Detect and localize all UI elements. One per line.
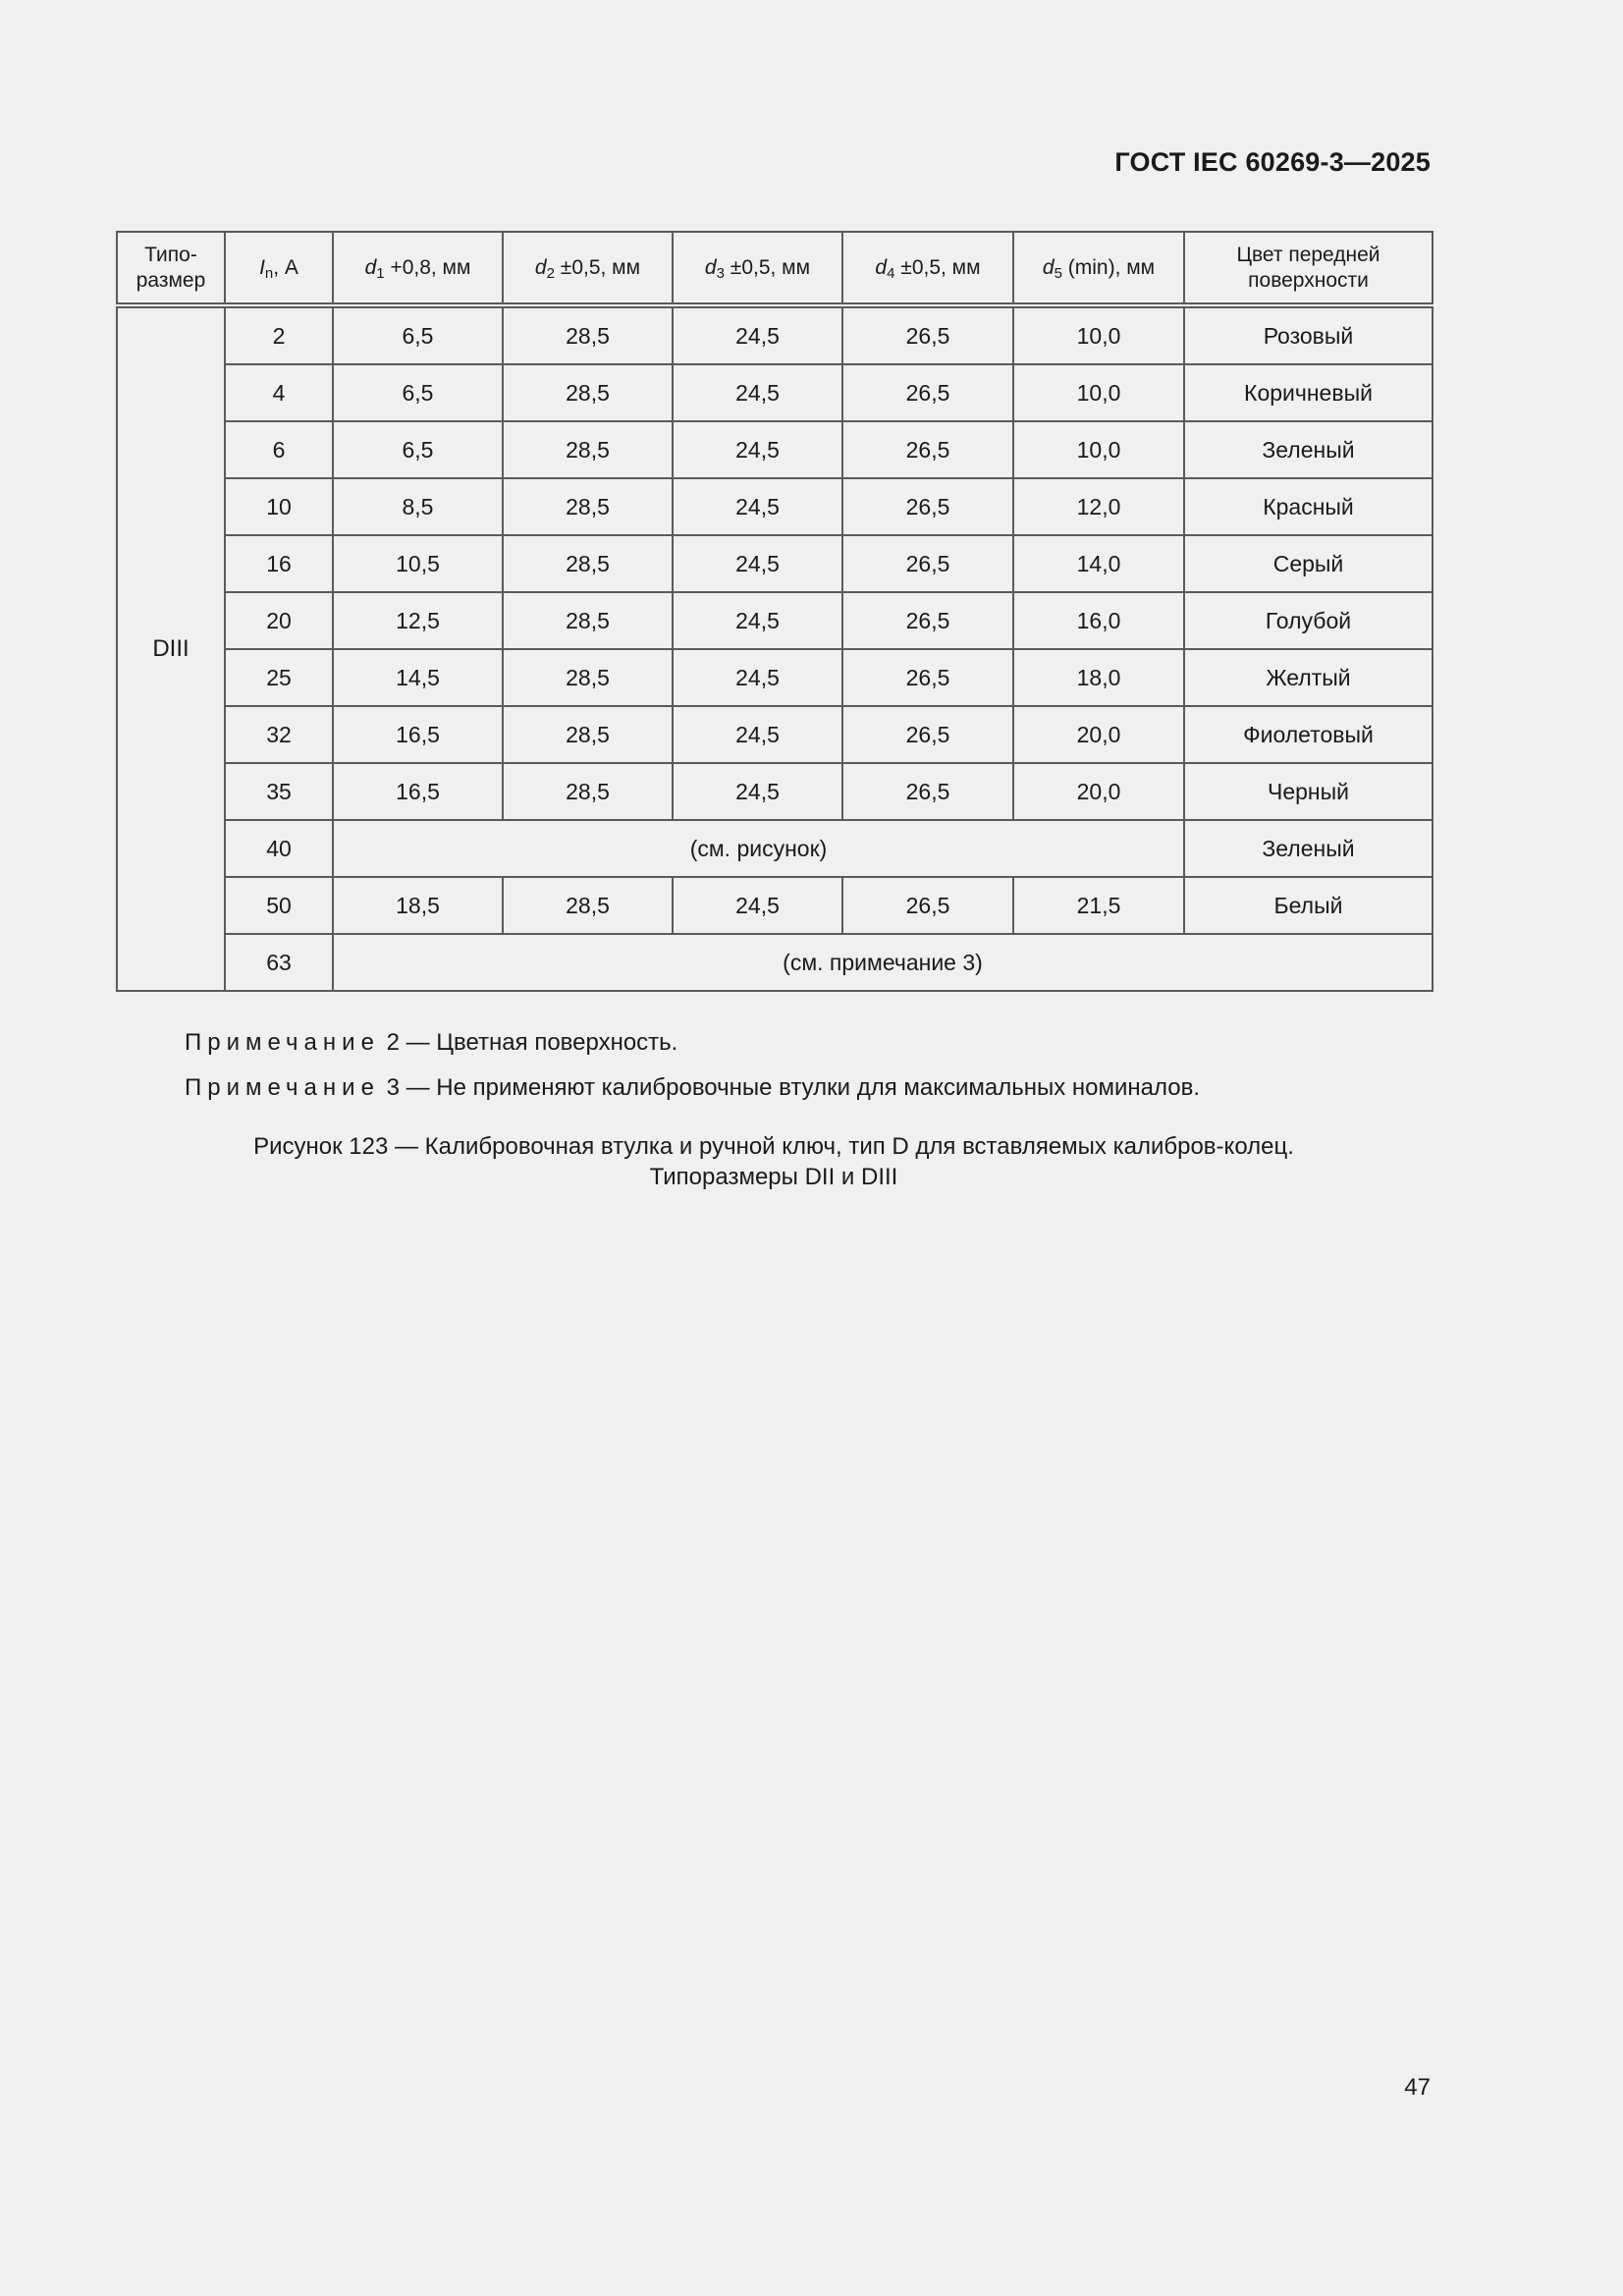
cell-color: Зеленый xyxy=(1184,421,1433,478)
cell-d3: 24,5 xyxy=(673,706,842,763)
header-d3 xyxy=(673,232,842,305)
cell-d5: 21,5 xyxy=(1013,877,1184,934)
cell-current: 6 xyxy=(225,421,333,478)
header-current-symbol: I xyxy=(259,255,265,279)
header-d2-suffix: ±0,5, мм xyxy=(554,255,641,279)
cell-merged-reference: (см. рисунок) xyxy=(333,820,1184,877)
cell-d4: 26,5 xyxy=(842,364,1013,421)
cell-color: Коричневый xyxy=(1184,364,1433,421)
note-text: 2 — Цветная поверхность. xyxy=(379,1029,678,1056)
cell-current: 4 xyxy=(225,364,333,421)
cell-d1: 16,5 xyxy=(333,706,503,763)
cell-color: Серый xyxy=(1184,535,1433,592)
cell-current: 50 xyxy=(225,877,333,934)
caption-line-1: Рисунок 123 — Калибровочная втулка и ручной ключ, тип D для вставляемых калибров-колец. xyxy=(253,1133,1294,1160)
table-row xyxy=(117,934,1433,991)
cell-d2: 28,5 xyxy=(503,478,673,535)
caption-line-2: Типоразмеры DII и DIII xyxy=(649,1164,898,1190)
cell-d1: 6,5 xyxy=(333,305,503,364)
cell-d4: 26,5 xyxy=(842,763,1013,820)
cell-d4: 26,5 xyxy=(842,877,1013,934)
cell-current: 32 xyxy=(225,706,333,763)
cell-d1: 8,5 xyxy=(333,478,503,535)
cell-current: 63 xyxy=(225,934,333,991)
cell-d4: 26,5 xyxy=(842,478,1013,535)
cell-color: Зеленый xyxy=(1184,820,1433,877)
header-d5-subscript: 5 xyxy=(1054,264,1062,282)
header-d5-symbol: d xyxy=(1042,255,1055,279)
table-row xyxy=(117,364,1433,421)
cell-d1: 18,5 xyxy=(333,877,503,934)
cell-d3: 24,5 xyxy=(673,877,842,934)
header-type-size-label: Типо- размер xyxy=(135,243,206,292)
notes-block xyxy=(185,1027,1200,1118)
cell-d5: 10,0 xyxy=(1013,364,1184,421)
cell-d5: 18,0 xyxy=(1013,649,1184,706)
cell-d1: 6,5 xyxy=(333,364,503,421)
table-row xyxy=(117,706,1433,763)
document-code: ГОСТ IEC 60269-3—2025 xyxy=(1114,147,1431,177)
header-d5 xyxy=(1013,232,1184,305)
cell-color: Розовый xyxy=(1184,305,1433,364)
cell-d1: 10,5 xyxy=(333,535,503,592)
header-current-suffix: , А xyxy=(273,255,298,279)
table-row xyxy=(117,478,1433,535)
cell-d3: 24,5 xyxy=(673,592,842,649)
cell-d2: 28,5 xyxy=(503,877,673,934)
cell-d3: 24,5 xyxy=(673,763,842,820)
header-current-subscript: n xyxy=(264,264,274,282)
cell-color: Красный xyxy=(1184,478,1433,535)
header-d3-subscript: 3 xyxy=(716,264,725,282)
header-current xyxy=(225,232,333,305)
header-d1-suffix: +0,8, мм xyxy=(384,255,471,279)
gauge-table xyxy=(116,231,1434,992)
cell-d2: 28,5 xyxy=(503,706,673,763)
note-prefix: Примечание xyxy=(185,1029,380,1056)
header-d1-symbol: d xyxy=(364,255,377,279)
cell-d5: 10,0 xyxy=(1013,421,1184,478)
header-d2-subscript: 2 xyxy=(546,264,555,282)
cell-d4: 26,5 xyxy=(842,305,1013,364)
cell-current: 16 xyxy=(225,535,333,592)
table-row xyxy=(117,820,1433,877)
cell-d2: 28,5 xyxy=(503,763,673,820)
header-color xyxy=(1184,232,1433,305)
cell-d3: 24,5 xyxy=(673,364,842,421)
header-d3-suffix: ±0,5, мм xyxy=(724,255,811,279)
header-d4-suffix: ±0,5, мм xyxy=(894,255,981,279)
cell-d4: 26,5 xyxy=(842,421,1013,478)
cell-d3: 24,5 xyxy=(673,649,842,706)
figure-caption xyxy=(116,1131,1432,1192)
cell-d1: 6,5 xyxy=(333,421,503,478)
cell-d2: 28,5 xyxy=(503,421,673,478)
header-d1 xyxy=(333,232,503,305)
cell-d5: 14,0 xyxy=(1013,535,1184,592)
cell-d2: 28,5 xyxy=(503,592,673,649)
cell-color: Фиолетовый xyxy=(1184,706,1433,763)
table-row xyxy=(117,305,1433,364)
cell-current: 40 xyxy=(225,820,333,877)
cell-d4: 26,5 xyxy=(842,592,1013,649)
cell-merged-note: (см. примечание 3) xyxy=(333,934,1433,991)
table-row xyxy=(117,421,1433,478)
cell-d5: 20,0 xyxy=(1013,763,1184,820)
cell-current: 20 xyxy=(225,592,333,649)
table-row xyxy=(117,649,1433,706)
cell-d5: 16,0 xyxy=(1013,592,1184,649)
note-2 xyxy=(185,1027,1200,1059)
cell-d3: 24,5 xyxy=(673,478,842,535)
cell-d3: 24,5 xyxy=(673,421,842,478)
cell-d5: 10,0 xyxy=(1013,305,1184,364)
header-color-label: Цвет передней поверхности xyxy=(1236,243,1380,292)
table-header-row xyxy=(117,232,1433,305)
cell-color: Белый xyxy=(1184,877,1433,934)
table-row xyxy=(117,763,1433,820)
note-prefix: Примечание xyxy=(185,1074,380,1101)
cell-current: 25 xyxy=(225,649,333,706)
cell-d2: 28,5 xyxy=(503,364,673,421)
cell-current: 2 xyxy=(225,305,333,364)
cell-d4: 26,5 xyxy=(842,535,1013,592)
cell-color: Черный xyxy=(1184,763,1433,820)
cell-d3: 24,5 xyxy=(673,535,842,592)
cell-d2: 28,5 xyxy=(503,649,673,706)
table-row xyxy=(117,877,1433,934)
header-d3-symbol: d xyxy=(704,255,717,279)
page-number: 47 xyxy=(1404,2074,1431,2101)
header-d1-subscript: 1 xyxy=(376,264,385,282)
cell-d4: 26,5 xyxy=(842,706,1013,763)
cell-d5: 12,0 xyxy=(1013,478,1184,535)
header-d4-subscript: 4 xyxy=(887,264,895,282)
cell-d1: 12,5 xyxy=(333,592,503,649)
cell-current: 10 xyxy=(225,478,333,535)
type-size-cell: DIII xyxy=(117,305,225,991)
header-d4-symbol: d xyxy=(875,255,888,279)
header-d5-suffix: (min), мм xyxy=(1061,255,1156,279)
table-row xyxy=(117,592,1433,649)
cell-d2: 28,5 xyxy=(503,305,673,364)
cell-d1: 14,5 xyxy=(333,649,503,706)
cell-d2: 28,5 xyxy=(503,535,673,592)
cell-current: 35 xyxy=(225,763,333,820)
cell-d5: 20,0 xyxy=(1013,706,1184,763)
cell-d3: 24,5 xyxy=(673,305,842,364)
header-d2 xyxy=(503,232,673,305)
header-d4 xyxy=(842,232,1013,305)
cell-color: Желтый xyxy=(1184,649,1433,706)
note-text: 3 — Не применяют калибровочные втулки для максимальных номиналов. xyxy=(379,1074,1201,1101)
note-3 xyxy=(185,1072,1200,1104)
cell-d4: 26,5 xyxy=(842,649,1013,706)
header-d2-symbol: d xyxy=(534,255,547,279)
header-type-size xyxy=(117,232,225,305)
cell-d1: 16,5 xyxy=(333,763,503,820)
cell-color: Голубой xyxy=(1184,592,1433,649)
table-row xyxy=(117,535,1433,592)
